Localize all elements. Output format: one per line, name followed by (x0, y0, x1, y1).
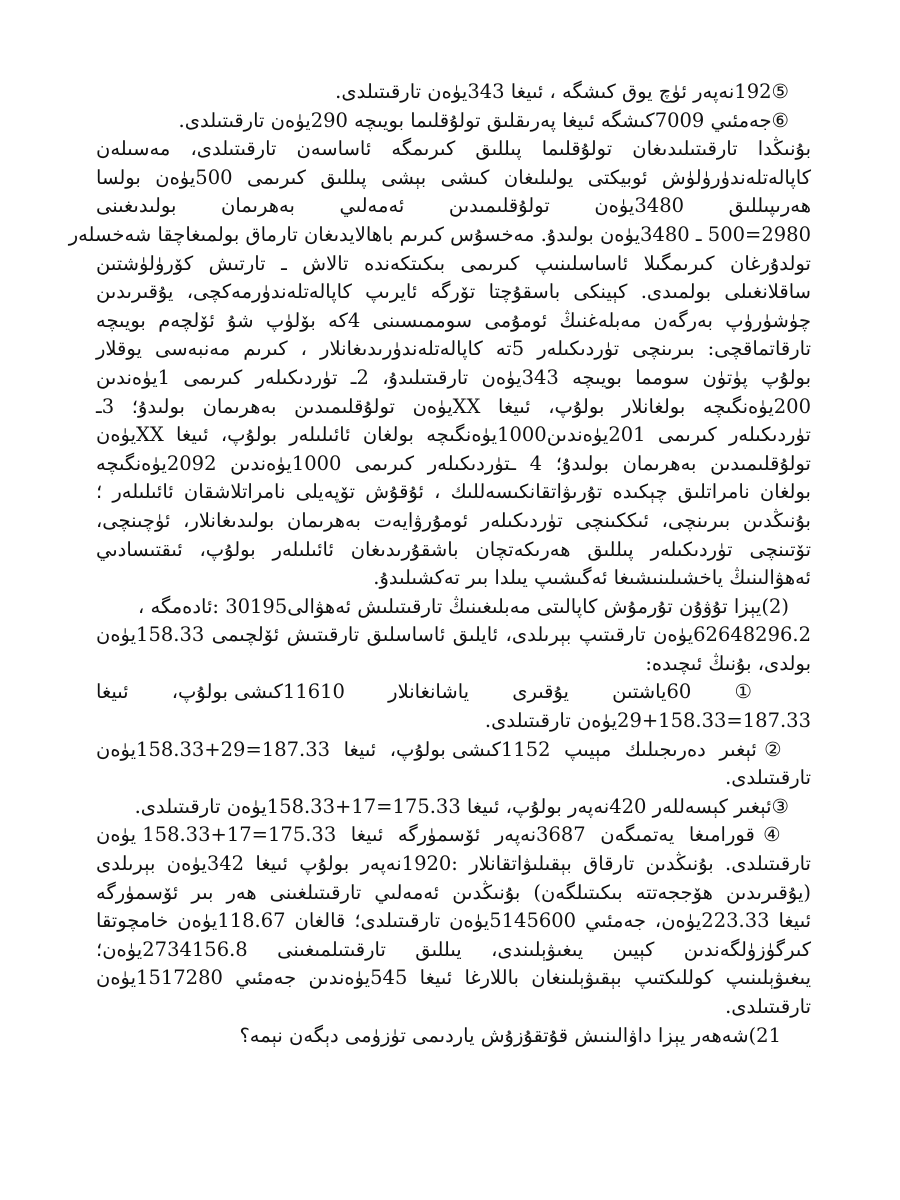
section-question: 21)شەھەر يېزا داۋالىنىش قۇتقۇزۇش ياردىمى تۈزۈمى دېگەن نېمە؟ (239, 1023, 781, 1047)
text-line: 200يۈەنگىچە بولغانلار بولۇپ، ئىيغا XXيۈەن تولۇقلىمىدىن بەھرىمان بولىدۇ؛ 3ـ (96, 394, 811, 418)
text-line: بولدى، بۇنىڭ ئىچىدە: (645, 651, 811, 675)
text-line: ① 60ياشتىن يۇقىرى ياشانغانلار 11610كىشى بولۇپ، ئىيغا (96, 680, 789, 704)
text-line: يىغىۋېلىنىپ كوللىكتىپ بېقىۋېلىنغان باللارغا ئىيغا 545يۈەندىن جەمئىي 1517280يۈەن (96, 966, 811, 990)
document-body (68, 78, 812, 1050)
text-line: تۆتىنچى تۈردىكىلەر پىللىق ھەرىكەتچان باشقۇرىدىغان ئائىلىلەر بولۇپ، ئىقتىسادىي (96, 537, 811, 561)
text-line: تولدۇرغان كىرىمگىلا ئاساسلىنىپ كىرىمى بىكىتكەندە تالاش ـ تارتىش كۆرۈلۈشتىن (96, 251, 811, 275)
text-line: بۇنىڭدا تارقىتىلىدىغان تولۇقلىما پىللىق كىرىمگە ئاساسەن تارقىتىلدى، مەسىلەن (96, 137, 811, 161)
text-line: ئەھۋالىنىڭ ياخشىلىنىشىغا ئەگىشىپ يىلدا بىر تەكشىلىدۇ. (373, 566, 811, 590)
text-line: ھەرىپىللىق 3480يۈەن تولۇقلىمىدىن ئەمەلىي بەھرىمان بولىدىغىنى (96, 194, 812, 218)
text-line: ⑤192نەپەر ئۈچ يوق كىشگە ، ئىيغا 343يۈەن تارقىتىلدى. (335, 80, 789, 103)
text-line: ⑥جەمئىي 7009كىشگە ئىيغا پەرىقلىق تولۇقلىما بويىچە 290يۈەن تارقىتىلدى. (178, 108, 789, 132)
text-line: ④قورامىغا يەتمىگەن 3687نەپەر ئۆسمۈرگە ئىيغا 175.33=17+158.33 يۈەن (96, 823, 790, 847)
text-line: بولۇپ پۈتۈن سومما بويىچە 343يۈەن تارقىتىلىدۇ، 2ـ تۈردىكىلەر كىرىمى 1يۈەندىن (96, 365, 812, 389)
text-line: ئىيغا 223.33يۈەن، جەمئىي 5145600يۈەن تارقىتىلدى؛ قالغان 118.67يۈەن خامچوتقا (96, 909, 812, 933)
text-line: تارقىتىلدى. بۇنىڭدىن تارقاق بېقىلىۋاتقانلار :1920نەپەر بولۇپ ئىيغا 342يۈەن بېرىلدى (96, 852, 811, 876)
text-line: (2)يېزا تۇۋۇن تۇرمۇش كاپالىتى مەبلىغىنىڭ تارقىتىلىش ئەھۋالى30195 :ئادەمگە ، (138, 594, 789, 618)
text-line: 187.33=29+158.33يۈەن تارقىتىلدى. (484, 709, 811, 733)
text-line: بولغان نامراتلىق چېكىدە تۇرىۋاتقانكىسەللىك ، ئۇقۇش تۆپەيلى نامراتلاشقان ئائىلىلەر ؛ (96, 480, 811, 504)
text-line: بۇنىڭدىن بىرىنچى، ئىككىنچى تۈردىكىلەر ئومۇرۋايەت بەھرىمان بولىدىغانلار، ئۈچىنچى، (96, 508, 811, 532)
text-line: 2980=500 ـ 3480يۈەن بولىدۇ. مەخسۇس كىرىم باھالايدىغان تارماق بولمىغاچقا شەخسلەر (68, 222, 811, 246)
text-line: ساقلانغىلى بولمىدى. كېينكى باسقۇچتا تۆرگە ئايرىپ كاپالەتلەندۈرمەكچى، يۇقىرىدىن (96, 280, 811, 304)
text-line: تارقىتىلدى. (725, 995, 811, 1018)
text-line: ②ئېغىر دەرىجىلىك مېيىپ 1152كىشى بولۇپ، ئىيغا 187.33=29+158.33يۈەن (96, 737, 789, 761)
text-line: تارقاتماقچى: بىرىنچى تۈردىكىلەر 5تە كاپالەتلەندۈرىدىغانلار ، كىرىم مەنبەسى يوقلار (96, 337, 812, 361)
text-line: تولۇقلىمىدىن بەھرىمان بولىدۇ؛ 4 ـتۈردىكىلەر كىرىمى 1000يۈەندىن 2092يۈەنگىچە (96, 451, 811, 475)
text-line: چۈشۈرۈپ بەرگەن مەبلەغنىڭ ئومۇمى سوممىسىنى 4كە بۆلۈپ شۇ ئۆلچەم بويىچە (96, 308, 811, 332)
text-line: كىرگۈزۈلگەندىن كېيىن يىغىۋېلىندى، يىللىق تارقىتىلمىغىنى 2734156.8يۈەن؛ (96, 937, 811, 961)
text-line: 62648296.2يۈەن تارقىتىپ بېرىلدى، ئايلىق ئاساسلىق تارقىتىش ئۆلچىمى 158.33يۈەن (96, 623, 811, 647)
text-line: كاپالەتلەندۈرۈلۈش ئوبيكتى يولىلىغان كىشى بېشى پىللىق كىرىمى 500يۈەن بولسا (96, 165, 811, 189)
text-line: (يۇقىرىدىن ھۆججەتتە بىكىتىلگەن) بۇنىڭدىن ئەمەلىي تارقىتىلغىنى ھەر بىر ئۆسمۈرگە (96, 880, 811, 904)
text-line: تارقىتىلدى. (725, 766, 811, 790)
text-line: تۈردىكىلەر كىرىمى 201يۈەندىن1000يۈەنگىچە بولغان ئائىلىلەر بولۇپ، ئىيغا XXيۈەن (96, 423, 811, 447)
text-line: ③ئېغىر كېسەللەر 420نەپەر بولۇپ، ئىيغا 175.33=17+158.33يۈەن تارقىتىلدى. (134, 794, 789, 818)
